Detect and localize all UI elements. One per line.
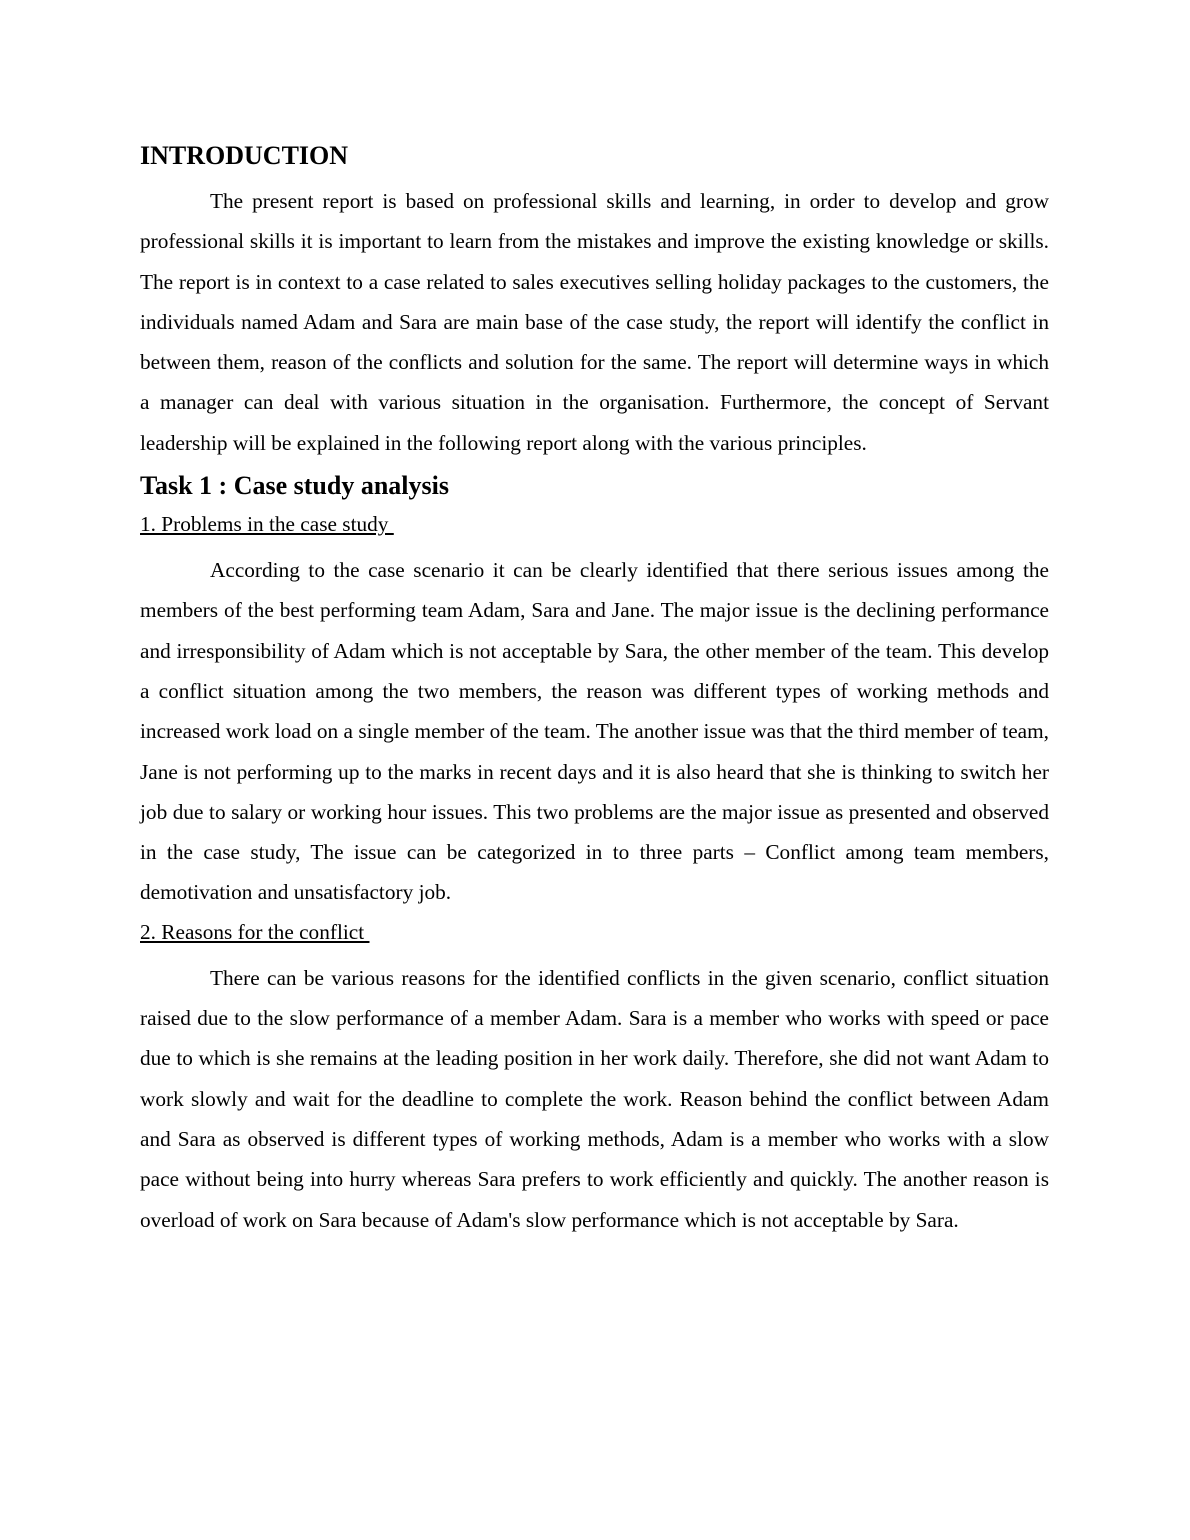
section-1-title: 1. Problems in the case study: [140, 512, 394, 537]
section-1-paragraph: According to the case scenario it can be clearly identified that there serious issues among the members of the best performing team Adam, Sara and Jane. The major issue is the declining performance and irresponsibility of Adam which is not acceptable by Sara, the other member of the team. This develop a conflict situation among the two members, the reason was different types of working methods and increased work load on a single member of the team. The another issue was that the third member of team, Jane is not performing up to the marks in recent days and it is also heard that she is thinking to switch her job due to salary or working hour issues. This two problems are the major issue as presented and observed in the case study, The issue can be categorized in to three parts – Conflict among team members, demotivation and unsatisfactory job.: [140, 558, 1049, 905]
section-2-title: 2. Reasons for the conflict: [140, 919, 370, 944]
section-2-paragraph: There can be various reasons for the identified conflicts in the given scenario, conflict situation raised due to the slow performance of a member Adam. Sara is a member who works with speed or pace due to which is she remains at the leading position in her work daily. Therefore, she did not want Adam to work slowly and wait for the deadline to complete the work. Reason behind the conflict between Adam and Sara as observed is different types of working methods, Adam is a member who works with a slow pace without being into hurry whereas Sara prefers to work efficiently and quickly. The another reason is overload of work on Sara because of Adam's slow performance which is not acceptable by Sara.: [140, 965, 1049, 1232]
intro-heading: INTRODUCTION: [140, 141, 349, 170]
task-heading: Task 1 : Case study analysis: [140, 471, 449, 501]
intro-paragraph: The present report is based on professional skills and learning, in order to develop and grow professional skills it is important to learn from the mistakes and improve the existing knowledge or skills. The report is in context to a case related to sales executives selling holiday packages to the customers, the individuals named Adam and Sara are main base of the case study, the report will identify the conflict in between them, reason of the conflicts and solution for the same. The report will determine ways in which a manager can deal with various situation in the organisation. Furthermore, the concept of Servant leadership will be explained in the following report along with the various principles.: [140, 189, 1049, 455]
document-page: [140, 138, 1049, 1245]
